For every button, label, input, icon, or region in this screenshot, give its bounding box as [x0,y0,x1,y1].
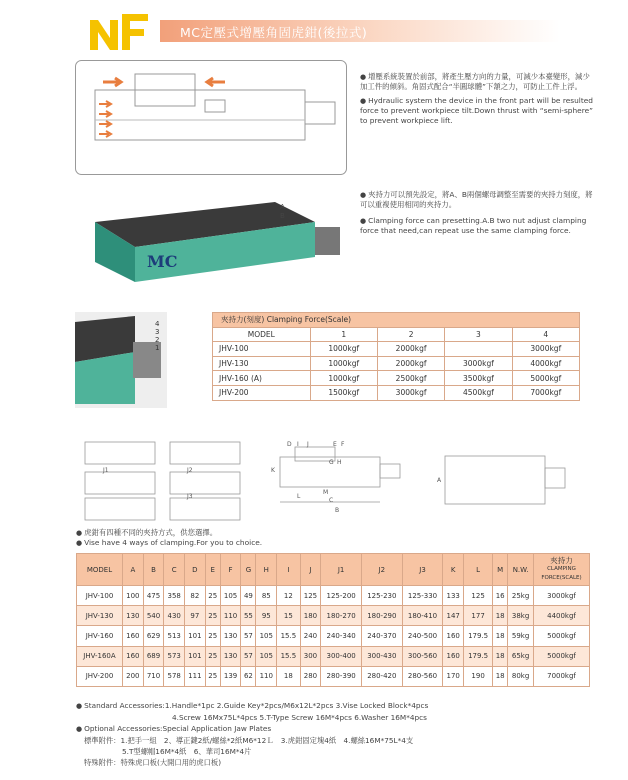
dim-b: B [335,507,340,514]
table-cell: 240-340 [321,626,362,646]
dim-j1: J1 [103,467,109,474]
table-cell: 2 [377,327,444,342]
table-cell: 95 [256,606,277,626]
dim-f: F [341,441,345,448]
table-cell: 280 [300,666,321,686]
table-cell: 190 [464,666,493,686]
table-cell: JHV-100 [77,586,123,606]
dim-c: C [329,497,334,504]
table-cell: 689 [143,646,164,666]
table-cell: 25 [205,606,220,626]
table-cell: 160 [123,626,144,646]
table-cell: 200 [123,666,144,686]
table-cell: 3000kgf [445,356,512,371]
table-cell: 18 [277,666,300,686]
table-row [77,666,590,686]
accessories-zh-3: 特殊附件：特殊虎口板(大開口用的虎口板) [84,758,222,767]
table-cell: 3000kgf [377,385,444,400]
table-cell: 180-290 [361,606,402,626]
table-cell: 280-390 [321,666,362,686]
table-cell: 573 [164,646,185,666]
table-cell: MODEL [213,327,311,342]
table-cell: 55 [241,606,256,626]
table-cell: 4500kgf [445,385,512,400]
table-cell: 177 [464,606,493,626]
dim-i: I [297,441,299,448]
col-header: N.W. [508,554,534,586]
desc2-en: ● Clamping force can presetting.A.B two nut adjust clamping force that need,can repeat use the same clamping force. [360,216,595,236]
table-cell: 280-420 [361,666,402,686]
col-header: A [123,554,144,586]
dim-k: K [271,467,275,474]
table-cell: 4400kgf [534,606,590,626]
accessories-zh-2: 5.T型螺帽16M*4紙 6、華司16M*4片 [122,747,252,756]
table-cell: JHV-160A [77,646,123,666]
table-cell: 57 [241,646,256,666]
table-cell: 179.5 [464,646,493,666]
dim-j3: J3 [187,493,193,500]
table-cell: 2000kgf [377,356,444,371]
table-cell: 133 [443,586,464,606]
ways-zh: ● 虎鉗有四種不同的夾持方式，供您選擇。 [76,528,476,538]
dim-e: E [333,441,337,448]
scale-mark-4: 4 [155,320,160,328]
table-cell: 18 [493,666,508,686]
table-cell: 38kg [508,606,534,626]
col-header: F [220,554,241,586]
scale-mark-3: 3 [155,328,160,336]
dim-l: L [297,493,301,500]
table-cell: 147 [443,606,464,626]
table-cell: 100 [123,586,144,606]
clamping-force-table [212,312,580,401]
table-cell: 82 [185,586,206,606]
table-cell: 5000kgf [512,371,579,386]
col-header: E [205,554,220,586]
table-cell: 15.5 [277,646,300,666]
dim-h: H [337,459,342,466]
col-header: J [300,554,321,586]
clamp-header-zh: 夾持力 [550,556,573,565]
col-header: B [143,554,164,586]
dim-a: A [437,477,442,484]
table-cell: 3 [445,327,512,342]
table-row [77,606,590,626]
table-cell: 160 [443,626,464,646]
table-cell: 125-230 [361,586,402,606]
table-header-row [77,554,590,586]
table-cell: 1000kgf [310,371,377,386]
table-row [213,385,580,400]
table-cell: 101 [185,646,206,666]
col-header: MODEL [77,554,123,586]
brand-logo [88,12,150,52]
table-row [77,646,590,666]
dim-j: J [307,441,309,448]
table-cell: 110 [256,666,277,686]
col-header: L [464,554,493,586]
table-cell: 475 [143,586,164,606]
dim-d: D [287,441,292,448]
table-cell: 513 [164,626,185,646]
table-cell: 240-370 [361,626,402,646]
table-cell: 358 [164,586,185,606]
dim-j2: J2 [187,467,193,474]
table-cell: 125-200 [321,586,362,606]
vise-photo [75,182,347,287]
table-cell: JHV-160 (A) [213,371,311,386]
table-row [213,327,580,342]
table-cell: 125-330 [402,586,443,606]
page-title: MC定壓式增壓角固虎鉗(後拉式) [180,25,368,40]
table-cell [445,342,512,357]
table-cell: 15.5 [277,626,300,646]
table-cell: 160 [443,646,464,666]
description-clamping [360,190,595,236]
dim-g: G [329,459,334,466]
table-cell: 18 [493,626,508,646]
desc1-zh: ● 增壓系統裝置於前部，將產生壓方向的力量，可減少本臺變形，減少加工件的傾斜。角固式配合“半圓球體”下頷之力，可防止工件上浮。 [360,72,595,92]
table-cell: 240-500 [402,626,443,646]
accessories-section [76,700,596,768]
hydraulic-diagram [75,60,347,175]
table-cell: 25 [205,666,220,686]
table-cell: 25 [205,646,220,666]
col-header: M [493,554,508,586]
table-cell: 80kg [508,666,534,686]
table-cell: 130 [220,626,241,646]
col-header: C [164,554,185,586]
clamp-header-en: CLAMPING FORCE(SCALE) [541,566,582,581]
table-cell: 1000kgf [310,342,377,357]
col-header: K [443,554,464,586]
table-cell: 280-560 [402,666,443,686]
scale-mark-2: 2 [155,336,160,344]
table-row [77,626,590,646]
accessories-zh-1: 標準附件：1.把手一組 2、導正鍵2紙/螺絲*2紙M6*12Ｌ 3.虎鉗固定塊4紙 4.螺絲16M*75L*4支 [84,736,414,745]
table-cell: 65kg [508,646,534,666]
standard-accessories-2: 4.Screw 16Mx75L*4pcs 5.T-Type Screw 16M*4pcs 6.Washer 16M*4pcs [172,713,427,722]
clamping-force-header: 夾持力(刻度) Clamping Force(Scale) [213,313,580,328]
table-cell: 16 [493,586,508,606]
table-cell: 240 [300,626,321,646]
table-cell: 300-400 [321,646,362,666]
table-cell: 12 [277,586,300,606]
table-cell: 2000kgf [377,342,444,357]
table-cell: 300-430 [361,646,402,666]
table-cell: JHV-130 [77,606,123,626]
table-cell: 110 [220,606,241,626]
dim-m: M [323,489,329,496]
table-cell: 85 [256,586,277,606]
table-cell: 170 [443,666,464,686]
table-cell: 130 [220,646,241,666]
table-cell: 1 [310,327,377,342]
clamping-force-col-header [534,554,590,586]
table-cell: 97 [185,606,206,626]
table-cell: 18 [493,646,508,666]
scale-photo [75,312,167,408]
table-cell: 1000kgf [310,356,377,371]
table-cell: 179.5 [464,626,493,646]
desc1-en: ● Hydraulic system the device in the front part will be resulted force to prevent workpiece tilt.Down thrust with “semi-sphere” to prevent workpiece lift. [360,96,595,126]
table-cell: 180-270 [321,606,362,626]
table-cell: 430 [164,606,185,626]
clamping-ways-note [76,528,476,548]
table-cell: JHV-160 [77,626,123,646]
ways-en: ● Vise have 4 ways of clamping.For you to choice. [76,538,476,548]
table-cell: 130 [123,606,144,626]
table-cell: 4000kgf [512,356,579,371]
table-cell: 180-410 [402,606,443,626]
col-header: I [277,554,300,586]
table-cell: 49 [241,586,256,606]
table-cell: 15 [277,606,300,626]
label-b: B [280,212,285,220]
table-row [213,356,580,371]
table-cell: 25 [205,626,220,646]
table-cell: 540 [143,606,164,626]
table-cell: 3500kgf [445,371,512,386]
table-cell: 57 [241,626,256,646]
table-cell: 300 [300,646,321,666]
table-cell: 139 [220,666,241,686]
table-cell: 1500kgf [310,385,377,400]
table-cell: 180 [300,606,321,626]
table-cell: JHV-130 [213,356,311,371]
description-hydraulic [360,72,595,126]
standard-accessories-1: ● Standard Accessories:1.Handle*1pc 2.Guide Key*2pcs/M6x12L*2pcs 3.Vise Locked Block*4pcs [76,700,596,712]
col-header: D [185,554,206,586]
table-cell: 629 [143,626,164,646]
table-cell: 4 [512,327,579,342]
table-cell: JHV-200 [77,666,123,686]
table-cell: 101 [185,626,206,646]
col-header: G [241,554,256,586]
table-cell: 105 [220,586,241,606]
table-cell: 160 [123,646,144,666]
table-cell: 3000kgf [534,586,590,606]
table-row [77,586,590,606]
table-cell: 5000kgf [534,626,590,646]
specification-table [76,553,590,687]
table-cell: 7000kgf [512,385,579,400]
table-row [213,371,580,386]
table-cell: 578 [164,666,185,686]
desc2-zh: ● 夾持力可以預先設定，將A、B兩個螺母調整至需要的夾持力刻度，將可以重複使用相同的夾持力。 [360,190,595,210]
table-cell: 300-560 [402,646,443,666]
col-header: J2 [361,554,402,586]
table-cell: 3000kgf [512,342,579,357]
table-cell: 125 [464,586,493,606]
col-header: J1 [321,554,362,586]
title-bar [160,20,560,42]
table-cell: 2500kgf [377,371,444,386]
optional-accessories: ● Optional Accessories:Special Application Jaw Plates [76,723,596,735]
col-header: H [256,554,277,586]
table-cell: 125 [300,586,321,606]
table-cell: 710 [143,666,164,686]
table-cell: 5000kgf [534,646,590,666]
table-cell: 62 [241,666,256,686]
table-cell: 18 [493,606,508,626]
col-header: J3 [402,554,443,586]
table-cell: JHV-200 [213,385,311,400]
table-cell: 105 [256,646,277,666]
scale-mark-1: 1 [155,344,160,352]
table-cell: 25 [205,586,220,606]
table-cell: 111 [185,666,206,686]
table-cell: 25kg [508,586,534,606]
table-cell: 105 [256,626,277,646]
table-cell: 59kg [508,626,534,646]
technical-drawings [75,432,595,524]
mc-logo-text: MC [147,252,178,271]
table-row [213,342,580,357]
table-cell: JHV-100 [213,342,311,357]
table-cell: 7000kgf [534,666,590,686]
label-a: A [280,203,285,211]
